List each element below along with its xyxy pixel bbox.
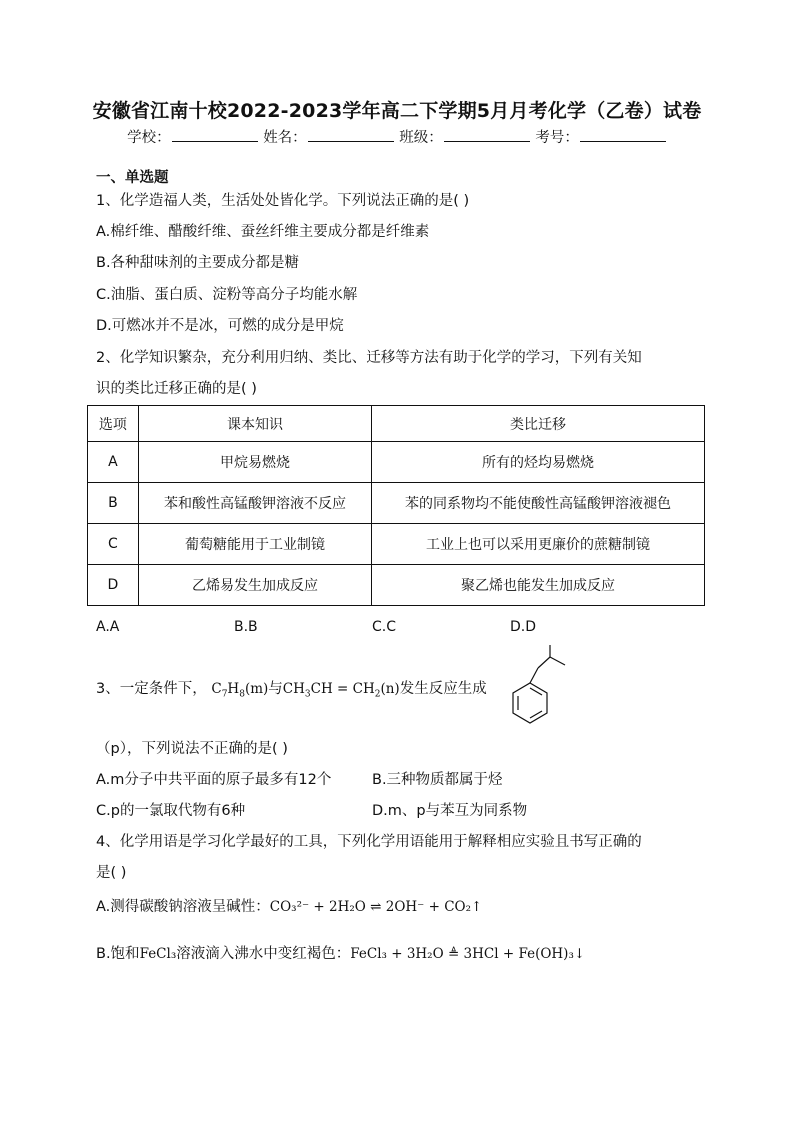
name-blank[interactable] [308, 127, 394, 142]
table-header-cell: 选项 [88, 406, 139, 442]
q1-option-d: D.可燃冰并不是冰，可燃的成分是甲烷 [96, 318, 344, 334]
q3-stem [96, 677, 487, 700]
q3-m-label: (m) [244, 681, 269, 697]
table-cell: 所有的烃均易燃烧 [372, 442, 705, 483]
q3-option-c: C.p的一氯取代物有6种 [96, 803, 246, 819]
table-header-row [88, 406, 705, 442]
q2-option-a: A.A [96, 619, 120, 635]
table-cell: D [88, 565, 139, 606]
class-blank[interactable] [444, 127, 530, 142]
class-label: 班级： [399, 130, 443, 146]
school-label: 学校： [127, 130, 171, 146]
q3-option-b: B.三种物质都属于烃 [372, 772, 503, 788]
q1-option-b: B.各种甜味剂的主要成分都是糖 [96, 255, 300, 271]
q3-prefix: 3、一定条件下， [96, 681, 207, 697]
table-cell: 苯和酸性高锰酸钾溶液不反应 [138, 483, 371, 524]
q4-option-b [96, 942, 585, 963]
table-cell: 工业上也可以采用更廉价的蔗糖制镜 [372, 524, 705, 565]
q2-option-c: C.C [372, 619, 397, 635]
q3-with: 与 [268, 681, 283, 697]
formula-propene: $CH_3CH = CH_2$ [282, 681, 381, 700]
table-row [88, 442, 705, 483]
q2-stem-line1: 2、化学知识繁杂，充分利用归纳、类比、迁移等方法有助于化学的学习，下列有关知 [96, 350, 642, 366]
q4-option-b-label1: B.饱和 [96, 946, 140, 962]
table-row [88, 565, 705, 606]
table-cell: A [88, 442, 139, 483]
q2-table [87, 405, 705, 606]
q2-option-d: D.D [510, 619, 537, 635]
table-row [88, 483, 705, 524]
q1-option-a: A.棉纤维、醋酸纤维、蚕丝纤维主要成分都是纤维素 [96, 224, 430, 240]
table-cell: 甲烷易燃烧 [138, 442, 371, 483]
q4-option-b-label2: 溶液滴入沸水中变红褐色： [176, 946, 351, 962]
q4-option-b-equation: FeCl₃ + 3H₂O ≜ 3HCl + Fe(OH)₃↓ [350, 946, 586, 962]
table-row [88, 524, 705, 565]
number-label: 考号： [535, 130, 579, 146]
q3-n-label: (n) [380, 681, 400, 697]
q4-option-a-label: A.测得碳酸钠溶液呈碱性： [96, 899, 270, 915]
q3-option-a: A.m分子中共平面的原子最多有12个 [96, 772, 332, 788]
q2-stem-line2: 识的类比迁移正确的是( ) [96, 381, 257, 397]
table-cell: B [88, 483, 139, 524]
number-blank[interactable] [580, 127, 666, 142]
table-cell: C [88, 524, 139, 565]
q4-stem-line2: 是( ) [96, 865, 127, 881]
section-heading: 一、单选题 [96, 170, 169, 186]
student-info-line [0, 126, 794, 147]
table-cell: 聚乙烯也能发生加成反应 [372, 565, 705, 606]
isobutylbenzene-structure-icon [503, 643, 575, 727]
table-cell: 苯的同系物均不能使酸性高锰酸钾溶液褪色 [372, 483, 705, 524]
q4-option-b-fecl3: FeCl₃ [139, 946, 177, 962]
name-label: 姓名： [263, 130, 307, 146]
q3-option-d: D.m、p与苯互为同系物 [372, 803, 528, 819]
q4-stem-line1: 4、化学用语是学习化学最好的工具，下列化学用语能用于解释相应实验且书写正确的 [96, 834, 642, 850]
q1-stem: 1、化学造福人类，生活处处皆化学。下列说法正确的是( ) [96, 193, 470, 209]
q2-option-b: B.B [234, 619, 258, 635]
q3-suffix: 发生反应生成 [399, 681, 487, 697]
table-cell: 葡萄糖能用于工业制镜 [138, 524, 371, 565]
q4-option-a [96, 895, 482, 916]
q1-option-c: C.油脂、蛋白质、淀粉等高分子均能水解 [96, 287, 358, 303]
school-blank[interactable] [172, 127, 258, 142]
table-header-cell: 课本知识 [138, 406, 371, 442]
formula-c7h8: $C_7H_8$ [211, 681, 245, 700]
q4-option-a-equation: CO₃²⁻ + 2H₂O ⇌ 2OH⁻ + CO₂↑ [269, 899, 483, 915]
table-header-cell: 类比迁移 [372, 406, 705, 442]
exam-title: 安徽省江南十校2022-2023学年高二下学期5月月考化学（乙卷）试卷 [92, 100, 702, 122]
table-cell: 乙烯易发生加成反应 [138, 565, 371, 606]
q3-stem-cont: （p），下列说法不正确的是( ) [96, 741, 288, 757]
